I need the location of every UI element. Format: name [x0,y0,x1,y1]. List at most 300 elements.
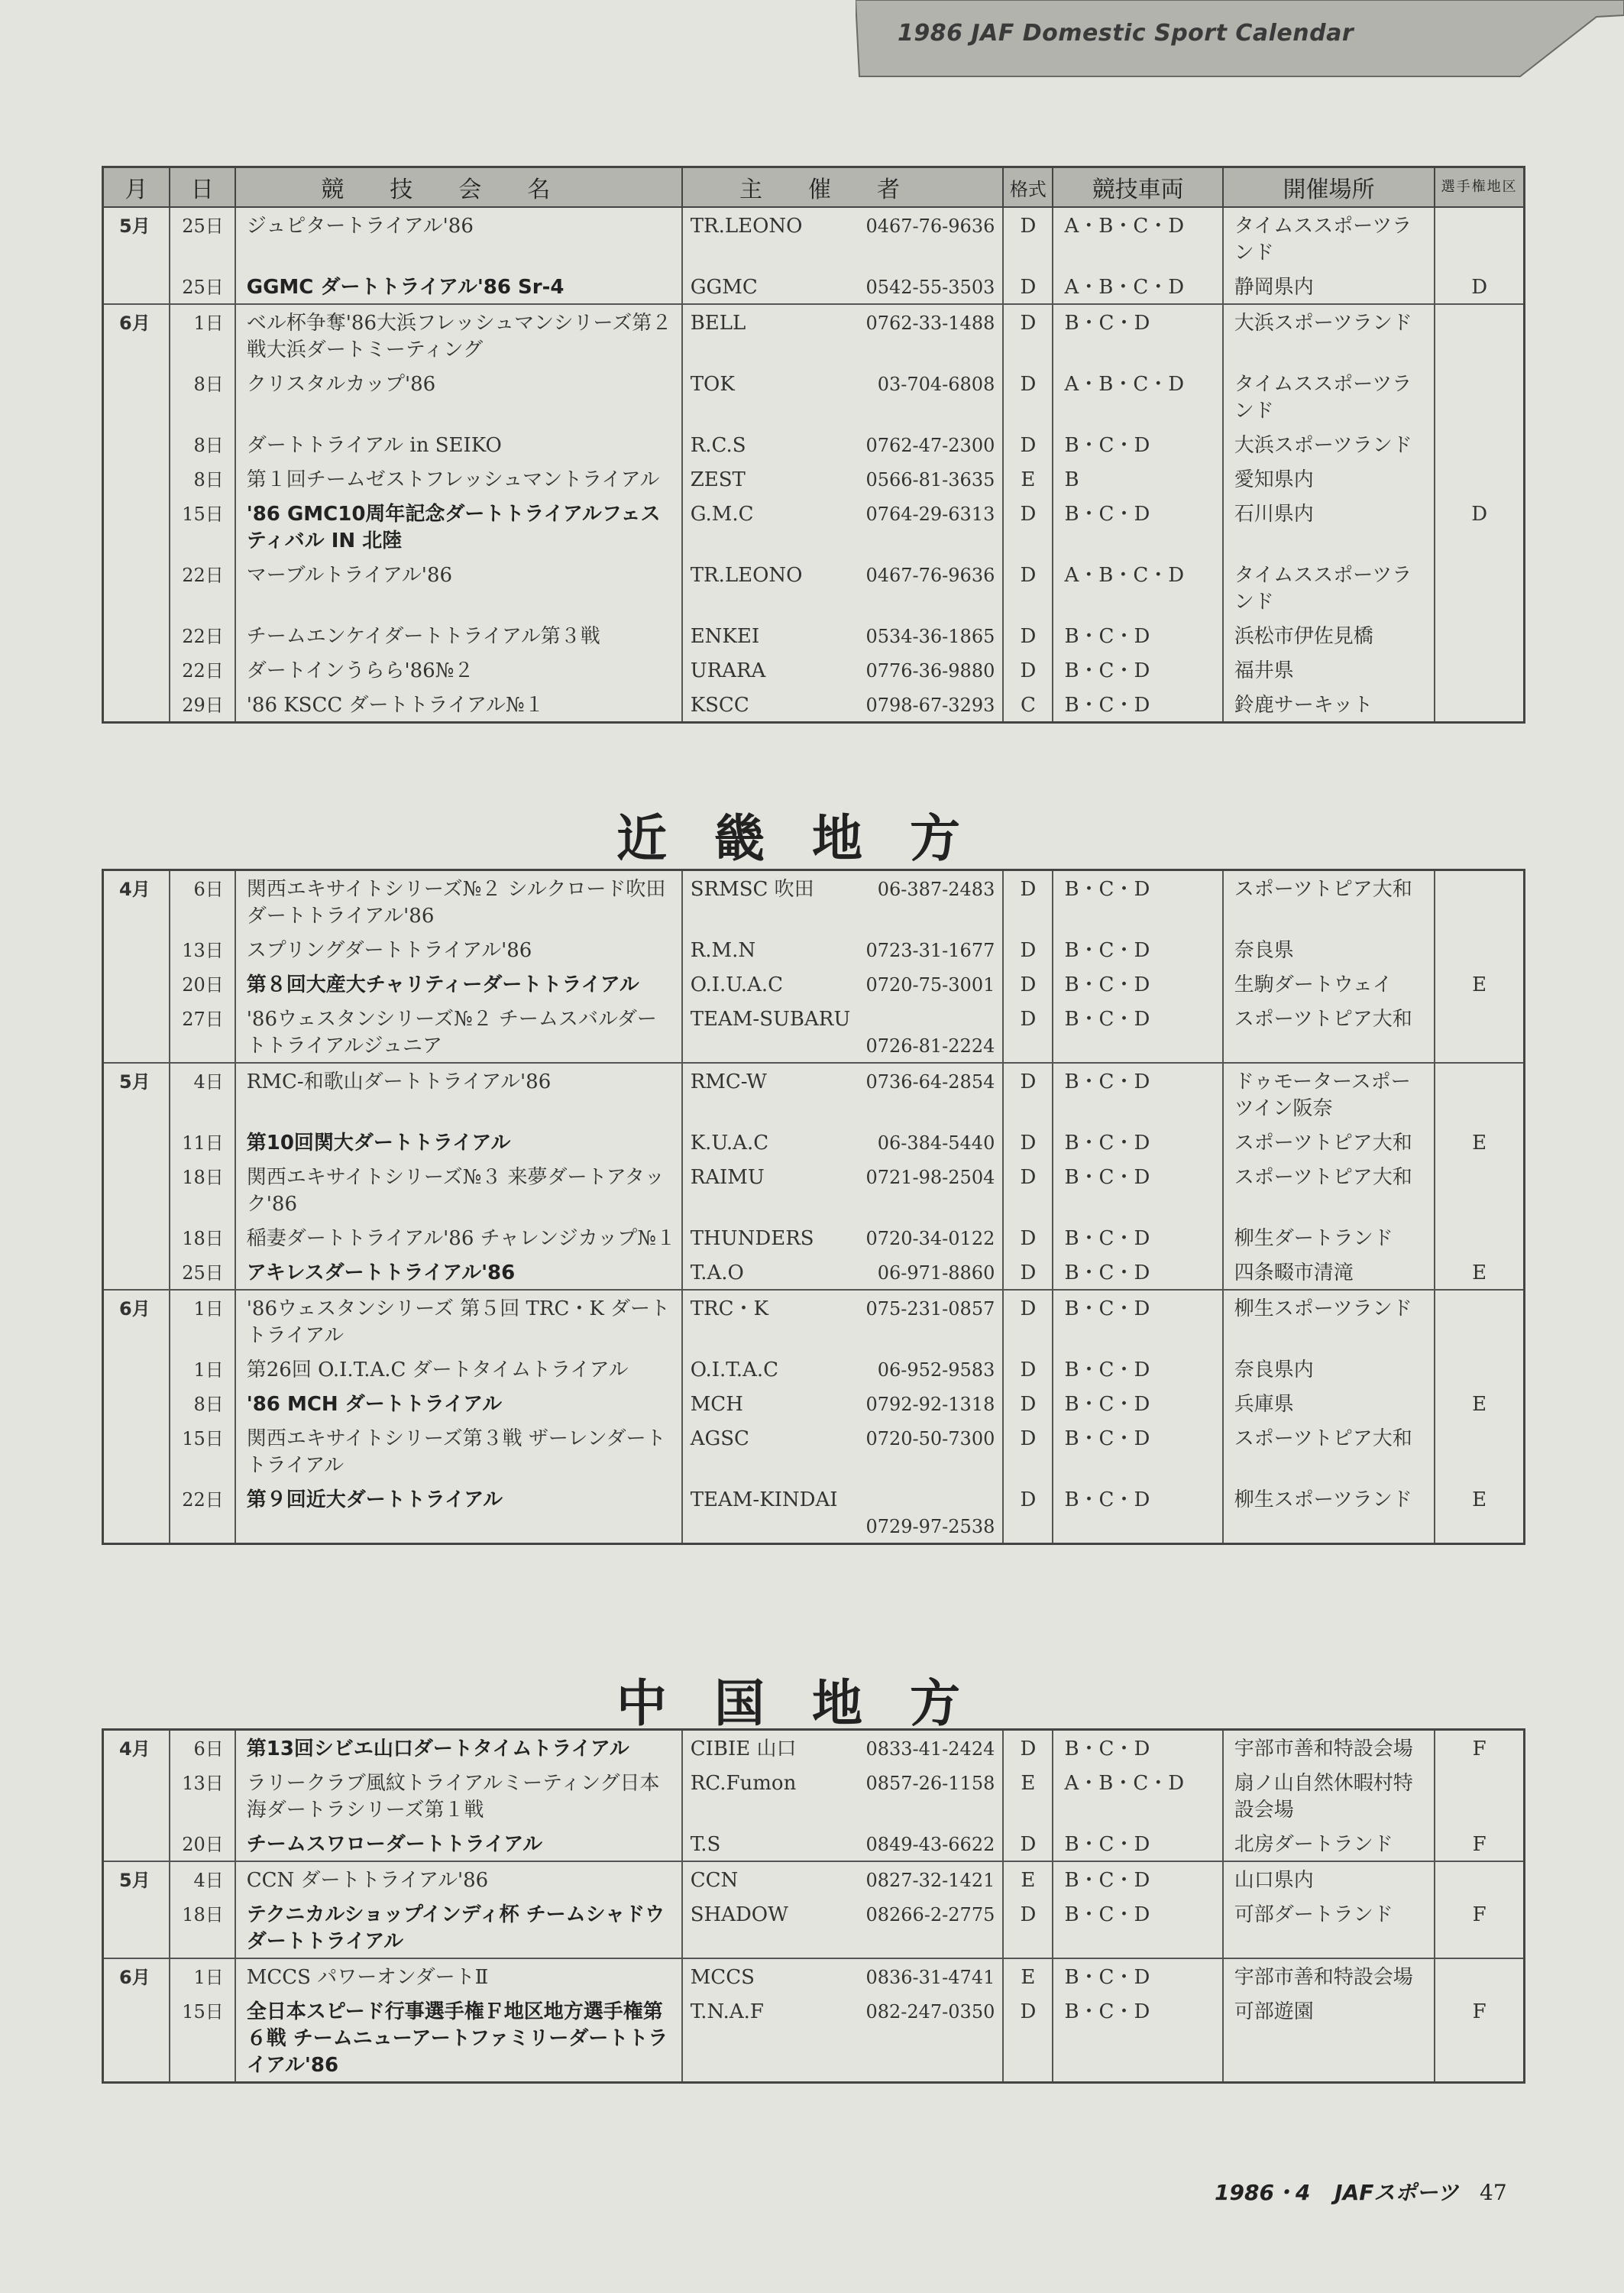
month-cell [103,1993,170,2083]
vehicle-class-cell: B・C・D [1053,427,1222,462]
event-name-cell: 関西エキサイトシリーズ№２ シルクロード吹田ダートトライアル'86 [235,870,682,933]
table-row [103,870,1525,933]
page-header-tab [856,0,1624,78]
event-name-cell: '86 KSCC ダートトライアル№１ [235,687,682,723]
day-cell: 1日 [170,1290,235,1352]
month-cell [103,366,170,427]
champ-region-cell [1435,462,1524,496]
champ-region-cell [1435,1001,1524,1063]
organizer-name: CCN [690,1869,739,1892]
organizer-name: MCH [690,1393,743,1416]
organizer-name: MCCS [690,1966,755,1989]
venue-cell: タイムススポーツランド [1223,366,1435,427]
organizer-name: TR.LEONO [690,215,803,238]
venue-cell: ドゥモータースポーツイン阪奈 [1223,1063,1435,1125]
venue-cell: 柳生ダートランド [1223,1220,1435,1255]
champ-region-cell [1435,653,1524,687]
month-group [103,1730,1525,1862]
format-cell: D [1003,269,1053,304]
day-cell: 20日 [170,967,235,1001]
organizer-cell [682,870,1004,933]
vehicle-class-cell: B・C・D [1053,1420,1222,1482]
venue-cell: 石川県内 [1223,496,1435,557]
organizer-name: O.I.T.A.C [690,1359,778,1381]
vehicle-class-cell: B [1053,462,1222,496]
vehicle-class-cell: B・C・D [1053,1290,1222,1352]
vehicle-class-cell: B・C・D [1053,653,1222,687]
month-cell [103,557,170,618]
organizer-name: TR.LEONO [690,564,803,587]
organizer-cell [682,269,1004,304]
organizer-name: TEAM-SUBARU [690,1008,851,1031]
table-row [103,1482,1525,1544]
vehicle-class-cell: A・B・C・D [1053,269,1222,304]
day-cell: 8日 [170,366,235,427]
venue-cell: スポーツトピア大和 [1223,1125,1435,1159]
region-title-kinki: 近畿地方 [616,809,1008,868]
vehicle-class-cell: B・C・D [1053,1001,1222,1063]
month-cell [103,1255,170,1290]
organizer-name: AGSC [690,1427,749,1450]
venue-cell: 福井県 [1223,653,1435,687]
format-cell: D [1003,1482,1053,1544]
month-cell: 6月 [103,1958,170,1993]
champ-region-cell [1435,618,1524,653]
day-cell: 18日 [170,1220,235,1255]
vehicle-class-cell: B・C・D [1053,1482,1222,1544]
organizer-cell [682,427,1004,462]
table-row [103,1861,1525,1896]
event-name-cell: '86 GMC10周年記念ダートトライアルフェスティバル IN 北陸 [235,496,682,557]
day-cell: 25日 [170,269,235,304]
organizer-cell [682,1125,1004,1159]
venue-cell: スポーツトピア大和 [1223,1001,1435,1063]
champ-region-cell: E [1435,1255,1524,1290]
day-cell: 6日 [170,1730,235,1766]
table-row [103,1255,1525,1290]
month-cell [103,1420,170,1482]
venue-cell: スポーツトピア大和 [1223,870,1435,933]
champ-region-cell [1435,870,1524,933]
organizer-phone: 0776-36-9880 [865,660,995,682]
vehicle-class-cell: B・C・D [1053,870,1222,933]
event-name-cell: '86 MCH ダートトライアル [235,1386,682,1420]
event-name-cell: 第８回大産大チャリティーダートトライアル [235,967,682,1001]
month-cell [103,1482,170,1544]
vehicle-class-cell: B・C・D [1053,1125,1222,1159]
table-row [103,1290,1525,1352]
event-name-cell: 関西エキサイトシリーズ№３ 来夢ダートアタック'86 [235,1159,682,1220]
format-cell: D [1003,304,1053,366]
champ-region-cell [1435,1765,1524,1826]
champ-region-cell [1435,1861,1524,1896]
organizer-cell [682,1730,1004,1766]
organizer-name: G.M.C [690,503,754,526]
organizer-cell [682,687,1004,723]
event-name-cell: テクニカルショップインディ杯 チームシャドウダートトライアル [235,1896,682,1958]
organizer-cell [682,1159,1004,1220]
day-cell: 4日 [170,1063,235,1125]
table-row [103,1001,1525,1063]
vehicle-class-cell: B・C・D [1053,1826,1222,1861]
month-cell [103,496,170,557]
event-name-cell: クリスタルカップ'86 [235,366,682,427]
day-cell: 6日 [170,870,235,933]
table-row [103,1220,1525,1255]
event-name-cell: ジュピタートライアル'86 [235,207,682,269]
venue-cell: 柳生スポーツランド [1223,1290,1435,1352]
vehicle-class-cell: A・B・C・D [1053,557,1222,618]
organizer-cell [682,1220,1004,1255]
organizer-phone: 06-387-2483 [877,879,995,900]
venue-cell: 可部遊園 [1223,1993,1435,2083]
venue-cell: 愛知県内 [1223,462,1435,496]
organizer-name: T.N.A.F [690,2000,764,2023]
organizer-name: R.C.S [690,434,746,457]
month-cell [103,1001,170,1063]
organizer-phone: 0534-36-1865 [865,626,995,647]
champ-region-cell: F [1435,1730,1524,1766]
month-cell: 6月 [103,1290,170,1352]
day-cell: 15日 [170,496,235,557]
organizer-cell [682,1958,1004,1993]
organizer-cell [682,462,1004,496]
event-name-cell: ベル杯争奪'86大浜フレッシュマンシリーズ第２戦大浜ダートミーティング [235,304,682,366]
day-cell: 13日 [170,932,235,967]
organizer-name: ENKEI [690,625,760,648]
event-name-cell: 第10回関大ダートトライアル [235,1125,682,1159]
day-cell: 22日 [170,653,235,687]
month-group [103,870,1525,1064]
organizer-name: ZEST [690,468,746,491]
organizer-phone: 0857-26-1158 [865,1773,995,1794]
organizer-phone: 0836-31-4741 [865,1967,995,1988]
format-cell: D [1003,366,1053,427]
table-row [103,1125,1525,1159]
month-cell [103,427,170,462]
day-cell: 8日 [170,427,235,462]
organizer-phone: 03-704-6808 [877,374,995,395]
day-cell: 22日 [170,1482,235,1544]
venue-cell: 宇部市善和特設会場 [1223,1730,1435,1766]
month-cell [103,1125,170,1159]
table-row [103,932,1525,967]
col-organizer: 主催者 [682,167,1004,208]
event-name-cell: ダートインうらら'86№２ [235,653,682,687]
month-cell [103,1220,170,1255]
event-name-cell: 第13回シビエ山口ダートタイムトライアル [235,1730,682,1766]
format-cell: E [1003,1765,1053,1826]
page-footer [1215,2176,1507,2207]
organizer-phone: 0833-41-2424 [865,1738,995,1760]
month-group [103,1290,1525,1544]
event-name-cell: チームスワローダートトライアル [235,1826,682,1861]
vehicle-class-cell: B・C・D [1053,1958,1222,1993]
table-row [103,1352,1525,1386]
venue-cell: 生駒ダートウェイ [1223,967,1435,1001]
format-cell: D [1003,618,1053,653]
organizer-phone: 0762-47-2300 [865,435,995,456]
format-cell: D [1003,1001,1053,1063]
month-group [103,1958,1525,2083]
day-cell: 29日 [170,687,235,723]
organizer-name: URARA [690,659,766,682]
vehicle-class-cell: B・C・D [1053,618,1222,653]
region-title-chugoku: 中国地方 [616,1674,1008,1733]
vehicle-class-cell: B・C・D [1053,1220,1222,1255]
format-cell: D [1003,1290,1053,1352]
venue-cell: スポーツトピア大和 [1223,1420,1435,1482]
organizer-name: T.A.O [690,1261,744,1284]
champ-region-cell [1435,1220,1524,1255]
organizer-cell [682,1255,1004,1290]
month-cell [103,1352,170,1386]
vehicle-class-cell: B・C・D [1053,1730,1222,1766]
champ-region-cell [1435,932,1524,967]
month-cell: 6月 [103,304,170,366]
organizer-phone: 0720-50-7300 [865,1428,995,1449]
vehicle-class-cell: B・C・D [1053,1063,1222,1125]
organizer-cell [682,653,1004,687]
organizer-cell [682,1896,1004,1958]
champ-region-cell: E [1435,1125,1524,1159]
vehicle-class-cell: B・C・D [1053,304,1222,366]
col-month: 月 [103,167,170,208]
event-name-cell: 第１回チームゼストフレッシュマントライアル [235,462,682,496]
event-name-cell: '86ウェスタンシリーズ№２ チームスバルダートトライアルジュニア [235,1001,682,1063]
month-cell [103,618,170,653]
event-name-cell: アキレスダートトライアル'86 [235,1255,682,1290]
col-format: 格式 [1003,167,1053,208]
table-row [103,1896,1525,1958]
month-cell [103,653,170,687]
organizer-cell [682,557,1004,618]
champ-region-cell [1435,1159,1524,1220]
champ-region-cell [1435,1352,1524,1386]
format-cell: D [1003,653,1053,687]
format-cell: E [1003,1861,1053,1896]
organizer-cell [682,932,1004,967]
organizer-phone: 0764-29-6313 [865,504,995,525]
event-name-cell: GGMC ダートトライアル'86 Sr-4 [235,269,682,304]
col-vehicles: 競技車両 [1053,167,1222,208]
champ-region-cell [1435,427,1524,462]
venue-cell: 北房ダートランド [1223,1826,1435,1861]
champ-region-cell [1435,207,1524,269]
format-cell: D [1003,1159,1053,1220]
format-cell: D [1003,1063,1053,1125]
organizer-phone: 0542-55-3503 [865,277,995,298]
month-cell [103,1826,170,1861]
format-cell: D [1003,1255,1053,1290]
day-cell: 22日 [170,618,235,653]
organizer-phone: 06-971-8860 [877,1262,995,1284]
month-group [103,1063,1525,1290]
champ-region-cell [1435,1063,1524,1125]
organizer-cell [682,1765,1004,1826]
calendar-table-chugoku [102,1728,1525,2084]
table-row [103,687,1525,723]
format-cell: D [1003,557,1053,618]
day-cell: 11日 [170,1125,235,1159]
table-row [103,1730,1525,1766]
format-cell: D [1003,932,1053,967]
table-row [103,1063,1525,1125]
footer-magazine: JAFスポーツ [1334,2180,1459,2205]
event-name-cell: 第９回近大ダートトライアル [235,1482,682,1544]
day-cell: 1日 [170,1958,235,1993]
venue-cell: 四条畷市清滝 [1223,1255,1435,1290]
month-cell: 4月 [103,1730,170,1766]
month-cell: 4月 [103,870,170,933]
organizer-cell [682,1001,1004,1063]
champ-region-cell [1435,1420,1524,1482]
month-cell [103,1896,170,1958]
col-event: 競技会名 [235,167,682,208]
vehicle-class-cell: A・B・C・D [1053,1765,1222,1826]
organizer-name: TOK [690,373,735,396]
organizer-phone: 0721-98-2504 [865,1167,995,1188]
vehicle-class-cell: A・B・C・D [1053,207,1222,269]
day-cell: 18日 [170,1159,235,1220]
format-cell: D [1003,1420,1053,1482]
day-cell: 18日 [170,1896,235,1958]
organizer-cell [682,304,1004,366]
organizer-phone: 06-952-9583 [877,1359,995,1381]
month-group [103,207,1525,304]
format-cell: D [1003,870,1053,933]
vehicle-class-cell: B・C・D [1053,1352,1222,1386]
month-cell [103,967,170,1001]
organizer-phone: 0729-97-2538 [865,1516,995,1537]
organizer-name: CIBIE 山口 [690,1738,797,1760]
month-cell [103,1159,170,1220]
venue-cell: タイムススポーツランド [1223,207,1435,269]
format-cell: E [1003,1958,1053,1993]
header-title: 1986 JAF Domestic Sport Calendar [898,20,1354,47]
table-row [103,462,1525,496]
organizer-phone: 082-247-0350 [865,2001,995,2023]
event-name-cell: チームエンケイダートトライアル第３戦 [235,618,682,653]
organizer-phone: 0736-64-2854 [865,1071,995,1093]
champ-region-cell: E [1435,967,1524,1001]
calendar-table-chubu [102,166,1525,724]
table-row [103,618,1525,653]
format-cell: D [1003,1993,1053,2083]
format-cell: D [1003,1386,1053,1420]
organizer-cell [682,967,1004,1001]
organizer-phone: 0827-32-1421 [865,1870,995,1891]
table-row [103,1765,1525,1826]
organizer-cell [682,1063,1004,1125]
organizer-cell [682,366,1004,427]
month-cell [103,1386,170,1420]
champ-region-cell: E [1435,1482,1524,1544]
table-header-row [103,167,1525,208]
table-row [103,304,1525,366]
venue-cell: スポーツトピア大和 [1223,1159,1435,1220]
organizer-name: TEAM-KINDAI [690,1488,838,1511]
venue-cell: 大浜スポーツランド [1223,304,1435,366]
organizer-name: K.U.A.C [690,1132,769,1155]
month-group [103,304,1525,723]
table-row [103,1159,1525,1220]
venue-cell: 宇部市善和特設会場 [1223,1958,1435,1993]
event-name-cell: MCCS パワーオンダートⅡ [235,1958,682,1993]
format-cell: D [1003,207,1053,269]
format-cell: D [1003,496,1053,557]
organizer-phone: 075-231-0857 [865,1298,995,1320]
venue-cell: 山口県内 [1223,1861,1435,1896]
event-name-cell: 稲妻ダートトライアル'86 チャレンジカップ№１ [235,1220,682,1255]
format-cell: D [1003,1352,1053,1386]
day-cell: 15日 [170,1993,235,2083]
table-row [103,1386,1525,1420]
table-row [103,366,1525,427]
organizer-cell [682,1482,1004,1544]
event-name-cell: マーブルトライアル'86 [235,557,682,618]
organizer-cell [682,1861,1004,1896]
venue-cell: 奈良県 [1223,932,1435,967]
day-cell: 1日 [170,304,235,366]
table-row [103,269,1525,304]
event-name-cell: 第26回 O.I.T.A.C ダートタイムトライアル [235,1352,682,1386]
table-row [103,967,1525,1001]
vehicle-class-cell: B・C・D [1053,1861,1222,1896]
organizer-phone: 06-384-5440 [877,1132,995,1154]
page-number: 47 [1480,2180,1507,2205]
event-name-cell: RMC-和歌山ダートトライアル'86 [235,1063,682,1125]
champ-region-cell [1435,1958,1524,1993]
month-cell: 5月 [103,207,170,269]
format-cell: D [1003,1896,1053,1958]
vehicle-class-cell: B・C・D [1053,1255,1222,1290]
vehicle-class-cell: B・C・D [1053,687,1222,723]
organizer-cell [682,1386,1004,1420]
month-cell: 5月 [103,1063,170,1125]
organizer-phone: 0720-75-3001 [865,974,995,996]
col-venue: 開催場所 [1223,167,1435,208]
day-cell: 13日 [170,1765,235,1826]
organizer-phone: 0726-81-2224 [865,1035,995,1057]
organizer-name: RC.Fumon [690,1772,797,1795]
day-cell: 25日 [170,1255,235,1290]
venue-cell: 可部ダートランド [1223,1896,1435,1958]
table-row [103,557,1525,618]
organizer-cell [682,207,1004,269]
month-cell [103,1765,170,1826]
venue-cell: 大浜スポーツランド [1223,427,1435,462]
table-row [103,1993,1525,2083]
organizer-phone: 0798-67-3293 [865,695,995,716]
organizer-phone: 0467-76-9636 [865,565,995,586]
day-cell: 8日 [170,1386,235,1420]
day-cell: 1日 [170,1352,235,1386]
month-cell [103,462,170,496]
organizer-phone: 0762-33-1488 [865,313,995,334]
month-group [103,1861,1525,1958]
venue-cell: 兵庫県 [1223,1386,1435,1420]
table-row [103,1826,1525,1861]
month-cell [103,932,170,967]
champ-region-cell [1435,1290,1524,1352]
table-row [103,427,1525,462]
vehicle-class-cell: A・B・C・D [1053,366,1222,427]
table-row [103,653,1525,687]
venue-cell: 柳生スポーツランド [1223,1482,1435,1544]
champ-region-cell: D [1435,496,1524,557]
event-name-cell: 関西エキサイトシリーズ第３戦 ザーレンダートトライアル [235,1420,682,1482]
